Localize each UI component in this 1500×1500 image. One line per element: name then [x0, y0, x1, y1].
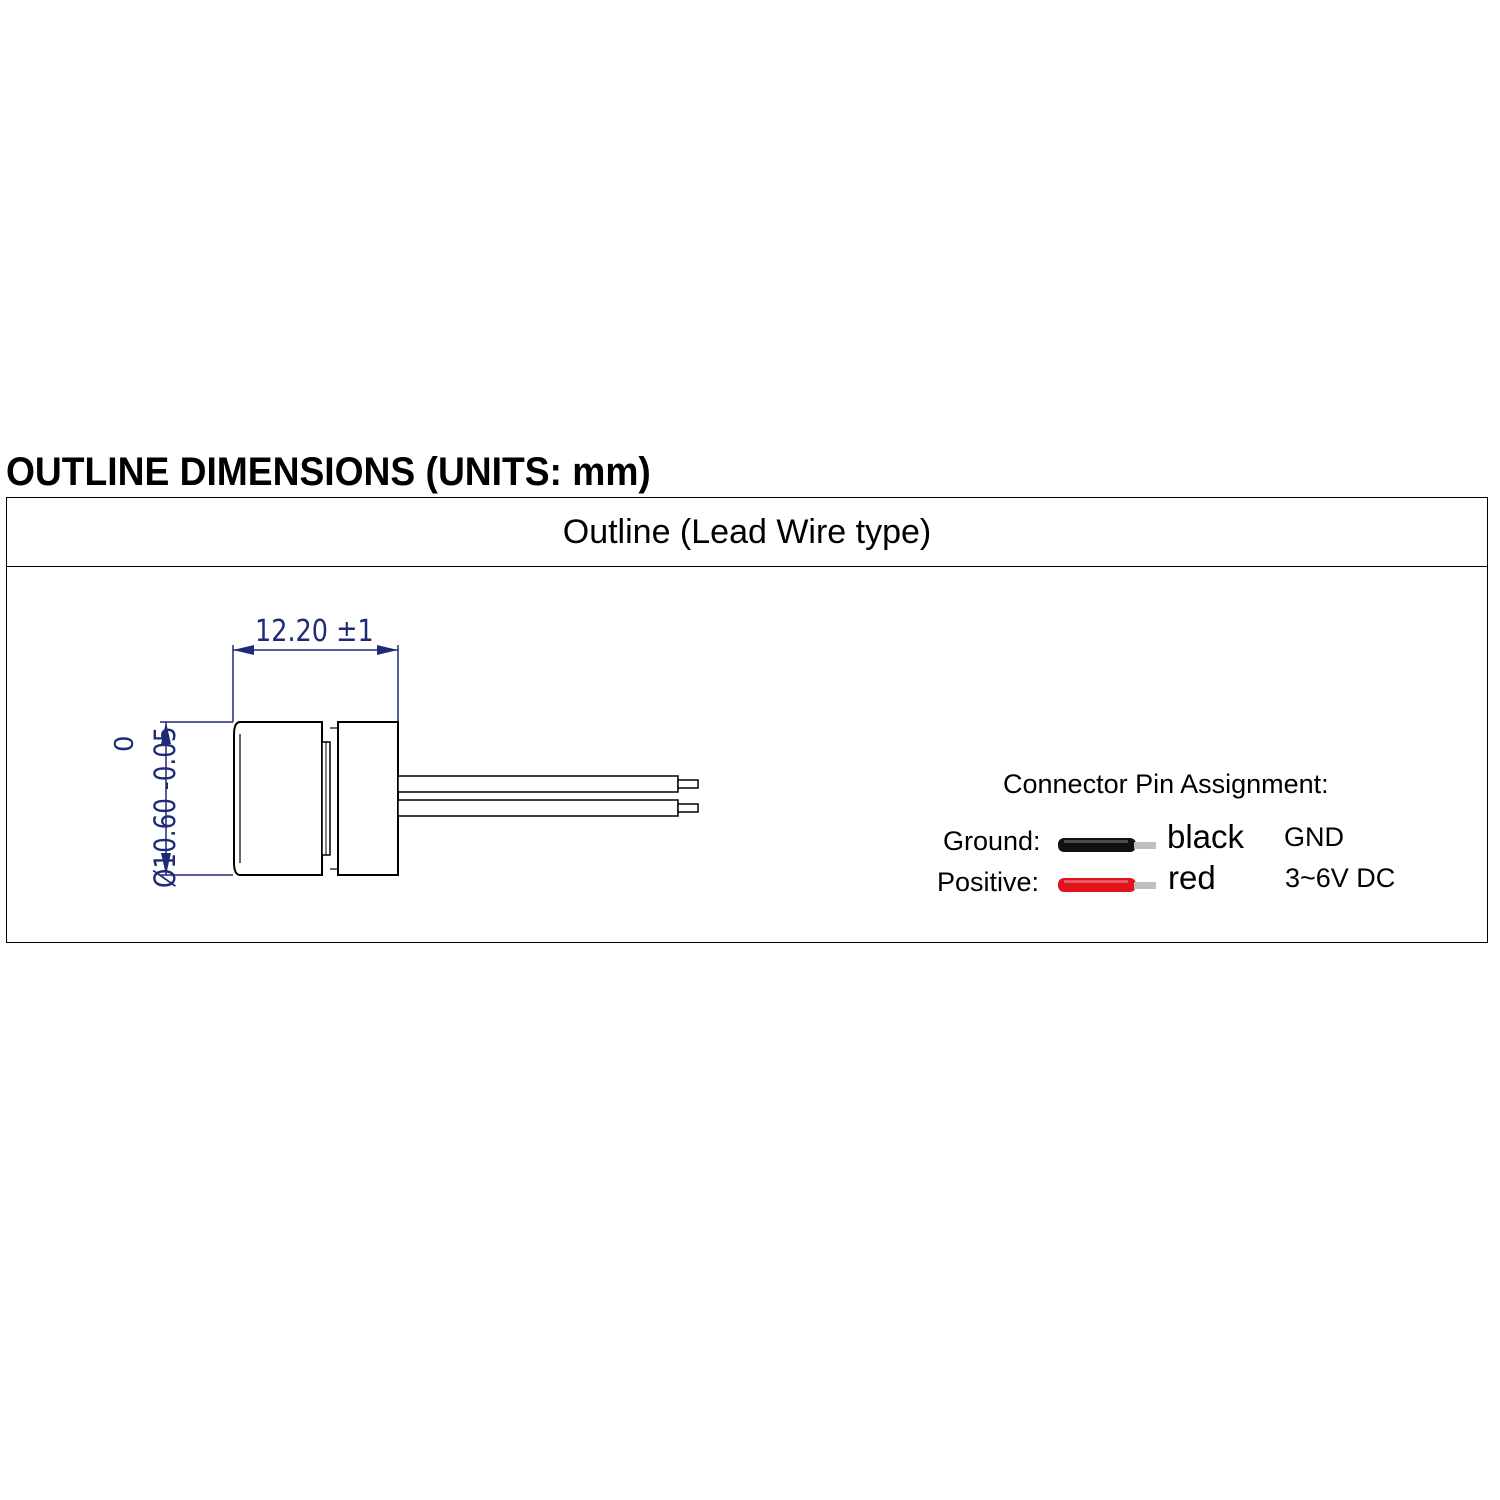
lead-wires	[398, 776, 698, 816]
length-dimension-label: 12.20 ±1	[255, 614, 374, 649]
positive-color-name: red	[1168, 859, 1216, 896]
positive-wire-swatch	[1058, 878, 1156, 892]
length-arrow-right	[377, 645, 398, 655]
positive-signal: 3~6V DC	[1285, 863, 1396, 893]
ground-color-name: black	[1167, 818, 1245, 855]
rear-cap	[338, 722, 398, 875]
connector-heading: Connector Pin Assignment:	[1003, 769, 1329, 799]
positive-label: Positive:	[937, 867, 1040, 897]
outline-header: Outline (Lead Wire type)	[7, 498, 1487, 567]
diameter-upper-tolerance: 0	[110, 735, 140, 752]
front-cap	[234, 722, 322, 875]
lead-wire-1	[398, 776, 678, 792]
lead-wire-2	[398, 800, 678, 816]
section-title: OUTLINE DIMENSIONS (UNITS: mm)	[6, 450, 651, 494]
length-arrow-left	[233, 645, 254, 655]
ground-label: Ground:	[943, 826, 1041, 856]
ground-signal: GND	[1284, 822, 1344, 852]
ground-wire-swatch	[1058, 838, 1156, 852]
diameter-dimension-label: Ø10.60 -0.05	[148, 726, 182, 888]
sensor-body	[234, 722, 398, 875]
